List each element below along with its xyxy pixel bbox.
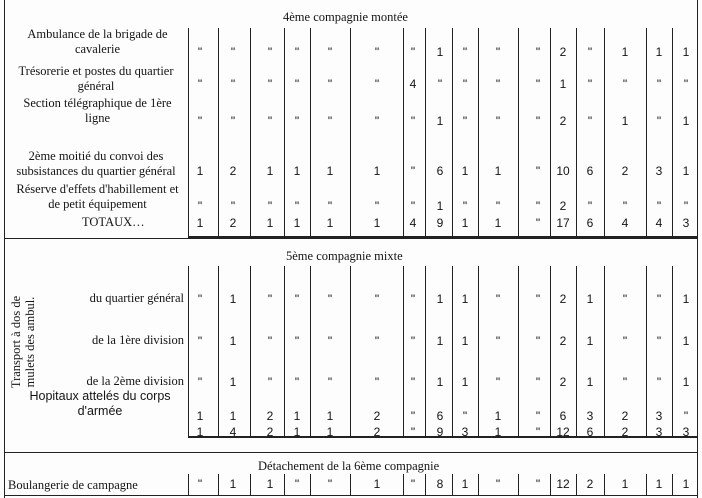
table-cell: ": [267, 114, 273, 128]
table-cell: 3: [655, 164, 663, 178]
table-cell: ": [495, 334, 501, 348]
table-cell: ": [535, 164, 541, 178]
column-rule: [518, 474, 519, 496]
section-title: 5ème compagnie mixte: [286, 249, 403, 263]
table-cell: ": [294, 375, 300, 389]
table-cell: 1: [655, 45, 663, 59]
table-cell: 6: [586, 425, 594, 439]
table-cell: 1: [196, 164, 204, 178]
group-label-vertical: Transport à dos de mulets des ambul.: [9, 295, 37, 389]
table-cell: ": [535, 114, 541, 128]
table-cell: 1: [682, 164, 690, 178]
table-cell: ": [622, 199, 628, 213]
table-cell: 2: [559, 114, 567, 128]
table-cell: 1: [326, 216, 334, 230]
column-rule: [518, 266, 519, 438]
table-cell: ": [656, 77, 662, 91]
table-cell: ": [495, 114, 501, 128]
table-cell: 2: [621, 425, 629, 439]
table-cell: 1: [229, 334, 237, 348]
table-cell: ": [587, 114, 593, 128]
table-cell: ": [462, 77, 468, 91]
table-cell: 2: [373, 409, 381, 423]
table-cell: 6: [436, 409, 444, 423]
table-cell: ": [374, 114, 380, 128]
table-cell: ": [495, 375, 501, 389]
column-rule: [350, 266, 351, 438]
table-cell: ": [622, 375, 628, 389]
table-cell: ": [656, 292, 662, 306]
row-label: de la 2ème division: [86, 374, 184, 388]
table-cell: 1: [436, 114, 444, 128]
row-label: Trésorerie et postes du quartier général: [18, 64, 174, 93]
table-cell: 1: [682, 477, 690, 491]
table-cell: 6: [586, 216, 594, 230]
table-cell: 1: [373, 216, 381, 230]
table-cell: ": [327, 77, 333, 91]
table-cell: ": [197, 334, 203, 348]
table-cell: ": [327, 334, 333, 348]
table-cell: 1: [373, 164, 381, 178]
table-cell: 1: [461, 334, 469, 348]
table-cell: 3: [655, 409, 663, 423]
column-rule: [250, 266, 251, 438]
table-cell: 6: [436, 164, 444, 178]
table-cell: 2: [266, 409, 274, 423]
column-rule: [250, 28, 251, 238]
table-cell: 1: [326, 425, 334, 439]
table-cell: ": [656, 114, 662, 128]
table-cell: ": [587, 45, 593, 59]
table-cell: 1: [293, 425, 301, 439]
table-cell: ": [197, 114, 203, 128]
table-cell: ": [535, 334, 541, 348]
table-cell: ": [437, 77, 443, 91]
table-cell: ": [374, 45, 380, 59]
table-cell: ": [683, 409, 689, 423]
table-cell: ": [535, 425, 541, 439]
table-cell: 1: [229, 409, 237, 423]
table-cell: 1: [196, 409, 204, 423]
table-cell: ": [410, 334, 416, 348]
table-cell: ": [230, 114, 236, 128]
totals-label: TOTAUX…: [82, 215, 145, 229]
table-cell: 1: [436, 375, 444, 389]
table-cell: 1: [621, 45, 629, 59]
table-cell: 2: [559, 375, 567, 389]
frame-right: [697, 0, 698, 498]
table-cell: ": [683, 77, 689, 91]
table-cell: ": [462, 45, 468, 59]
table-cell: ": [294, 77, 300, 91]
table-cell: ": [327, 114, 333, 128]
table-cell: ": [230, 45, 236, 59]
table-cell: 1: [293, 216, 301, 230]
table-cell: 1: [436, 334, 444, 348]
table-cell: 2: [559, 45, 567, 59]
table-cell: 1: [461, 375, 469, 389]
table-cell: ": [535, 375, 541, 389]
table-cell: ": [683, 199, 689, 213]
table-cell: ": [374, 375, 380, 389]
table-cell: ": [622, 334, 628, 348]
table-cell: ": [197, 292, 203, 306]
table-cell: ": [197, 77, 203, 91]
table-cell: ": [410, 477, 416, 491]
table-cell: ": [294, 292, 300, 306]
table-cell: 4: [229, 425, 237, 439]
table-cell: ": [535, 199, 541, 213]
table-cell: ": [495, 199, 501, 213]
table-cell: ": [587, 199, 593, 213]
table-cell: 2: [621, 409, 629, 423]
table-cell: ": [230, 199, 236, 213]
row-label: Section télégraphique de 1ère ligne: [23, 96, 172, 125]
table-cell: ": [462, 409, 468, 423]
table-cell: ": [410, 292, 416, 306]
table-cell: 1: [266, 164, 274, 178]
table-cell: ": [495, 77, 501, 91]
table-cell: 1: [682, 45, 690, 59]
table-cell: ": [267, 199, 273, 213]
bottom-rule: [4, 495, 698, 496]
table-cell: 6: [559, 409, 567, 423]
table-cell: ": [587, 77, 593, 91]
table-cell: 1: [229, 375, 237, 389]
table-cell: ": [327, 477, 333, 491]
row-label: Ambulance de la brigade de cavalerie: [27, 27, 168, 56]
table-cell: 1: [559, 77, 567, 91]
table-cell: 4: [655, 216, 663, 230]
table-cell: 9: [436, 425, 444, 439]
table-cell: 1: [436, 292, 444, 306]
column-rule: [250, 474, 251, 496]
table-cell: ": [197, 45, 203, 59]
table-cell: ": [410, 375, 416, 389]
table-cell: ": [327, 199, 333, 213]
table-cell: ": [294, 45, 300, 59]
table-cell: ": [230, 77, 236, 91]
table-cell: 1: [586, 375, 594, 389]
table-cell: ": [374, 334, 380, 348]
table-cell: ": [327, 375, 333, 389]
table-cell: 3: [586, 409, 594, 423]
table-cell: 10: [556, 164, 570, 178]
table-cell: 2: [559, 292, 567, 306]
table-cell: ": [327, 292, 333, 306]
table-cell: ": [294, 199, 300, 213]
table-cell: 1: [682, 292, 690, 306]
table-cell: ": [374, 199, 380, 213]
table-cell: ": [622, 77, 628, 91]
table-cell: ": [267, 45, 273, 59]
section-divider: [4, 238, 698, 239]
column-rule: [350, 474, 351, 496]
table-cell: 12: [556, 477, 570, 491]
table-cell: 2: [373, 425, 381, 439]
table-cell: 1: [461, 164, 469, 178]
table-cell: 1: [461, 216, 469, 230]
section-title: 4ème compagnie montée: [283, 10, 408, 24]
table-cell: 1: [682, 334, 690, 348]
table-cell: ": [294, 114, 300, 128]
table-cell: ": [535, 216, 541, 230]
table-cell: ": [197, 477, 203, 491]
column-rule: [350, 28, 351, 238]
table-cell: 2: [559, 334, 567, 348]
table-cell: 12: [556, 425, 570, 439]
table-cell: ": [535, 77, 541, 91]
table-cell: ": [267, 375, 273, 389]
table-cell: 2: [559, 199, 567, 213]
table-cell: ": [410, 114, 416, 128]
table-cell: 1: [293, 164, 301, 178]
table-cell: ": [462, 114, 468, 128]
table-cell: ": [410, 45, 416, 59]
table-cell: 1: [266, 216, 274, 230]
table-cell: ": [294, 334, 300, 348]
table-cell: 1: [586, 334, 594, 348]
table-cell: ": [535, 477, 541, 491]
table-cell: 1: [682, 375, 690, 389]
row-label: Hopitaux attelés du corps d'armée: [29, 389, 171, 418]
table-cell: 1: [229, 477, 237, 491]
table-cell: 1: [266, 477, 274, 491]
table-cell: 1: [586, 292, 594, 306]
column-rule: [518, 28, 519, 238]
table-cell: 1: [621, 114, 629, 128]
table-cell: 1: [494, 425, 502, 439]
table-cell: 1: [621, 477, 629, 491]
table-cell: ": [410, 409, 416, 423]
table-cell: 1: [494, 409, 502, 423]
table-cell: 2: [621, 164, 629, 178]
table-cell: 1: [293, 409, 301, 423]
table-cell: ": [410, 425, 416, 439]
table-cell: ": [294, 477, 300, 491]
table-cell: ": [656, 199, 662, 213]
table-cell: ": [374, 77, 380, 91]
table-cell: ": [495, 45, 501, 59]
table-cell: ": [495, 477, 501, 491]
table-cell: 1: [436, 199, 444, 213]
table-cell: 1: [461, 292, 469, 306]
table-cell: 1: [326, 164, 334, 178]
table-cell: 1: [196, 216, 204, 230]
table-cell: ": [495, 292, 501, 306]
table-cell: ": [410, 199, 416, 213]
table-cell: ": [267, 292, 273, 306]
table-cell: ": [656, 375, 662, 389]
table-cell: 1: [196, 425, 204, 439]
table-cell: 1: [461, 477, 469, 491]
row-label: du quartier général: [89, 291, 184, 305]
table-cell: ": [374, 292, 380, 306]
row-label: 2ème moitié du convoi des subsistances du quartier général: [16, 149, 176, 178]
table-cell: 1: [494, 216, 502, 230]
table-cell: 4: [621, 216, 629, 230]
table-cell: ": [267, 334, 273, 348]
table-cell: ": [535, 409, 541, 423]
table-cell: 1: [373, 477, 381, 491]
table-cell: 2: [266, 425, 274, 439]
table-cell: ": [535, 45, 541, 59]
table-cell: 17: [556, 216, 570, 230]
table-cell: 1: [326, 409, 334, 423]
table-cell: 1: [655, 477, 663, 491]
row-label: de la 1ère division: [92, 333, 184, 347]
table-cell: 2: [229, 216, 237, 230]
row-label: Boulangerie de campagne: [8, 478, 138, 492]
table-cell: 1: [682, 114, 690, 128]
table-cell: 3: [461, 425, 469, 439]
table-cell: 4: [409, 216, 417, 230]
table-cell: ": [327, 45, 333, 59]
table-cell: ": [656, 334, 662, 348]
table-cell: 6: [586, 164, 594, 178]
table-cell: ": [462, 199, 468, 213]
table-cell: 8: [436, 477, 444, 491]
table-cell: ": [622, 292, 628, 306]
table-cell: ": [197, 375, 203, 389]
table-cell: 3: [655, 425, 663, 439]
table-cell: 1: [494, 164, 502, 178]
table-cell: 3: [682, 425, 690, 439]
table-cell: ": [535, 292, 541, 306]
table-cell: 4: [409, 77, 417, 91]
table-cell: 3: [682, 216, 690, 230]
table-cell: 1: [436, 45, 444, 59]
table-cell: ": [197, 199, 203, 213]
table-cell: ": [267, 77, 273, 91]
table-cell: 2: [586, 477, 594, 491]
table-cell: 2: [229, 164, 237, 178]
table-cell: 1: [229, 292, 237, 306]
table-cell: ": [410, 164, 416, 178]
table-cell: 9: [436, 216, 444, 230]
section-divider: [4, 452, 698, 453]
section-title: Détachement de la 6ème compagnie: [258, 459, 440, 473]
row-label: Réserve d'effets d'habillement et de petit équipement: [16, 182, 179, 211]
